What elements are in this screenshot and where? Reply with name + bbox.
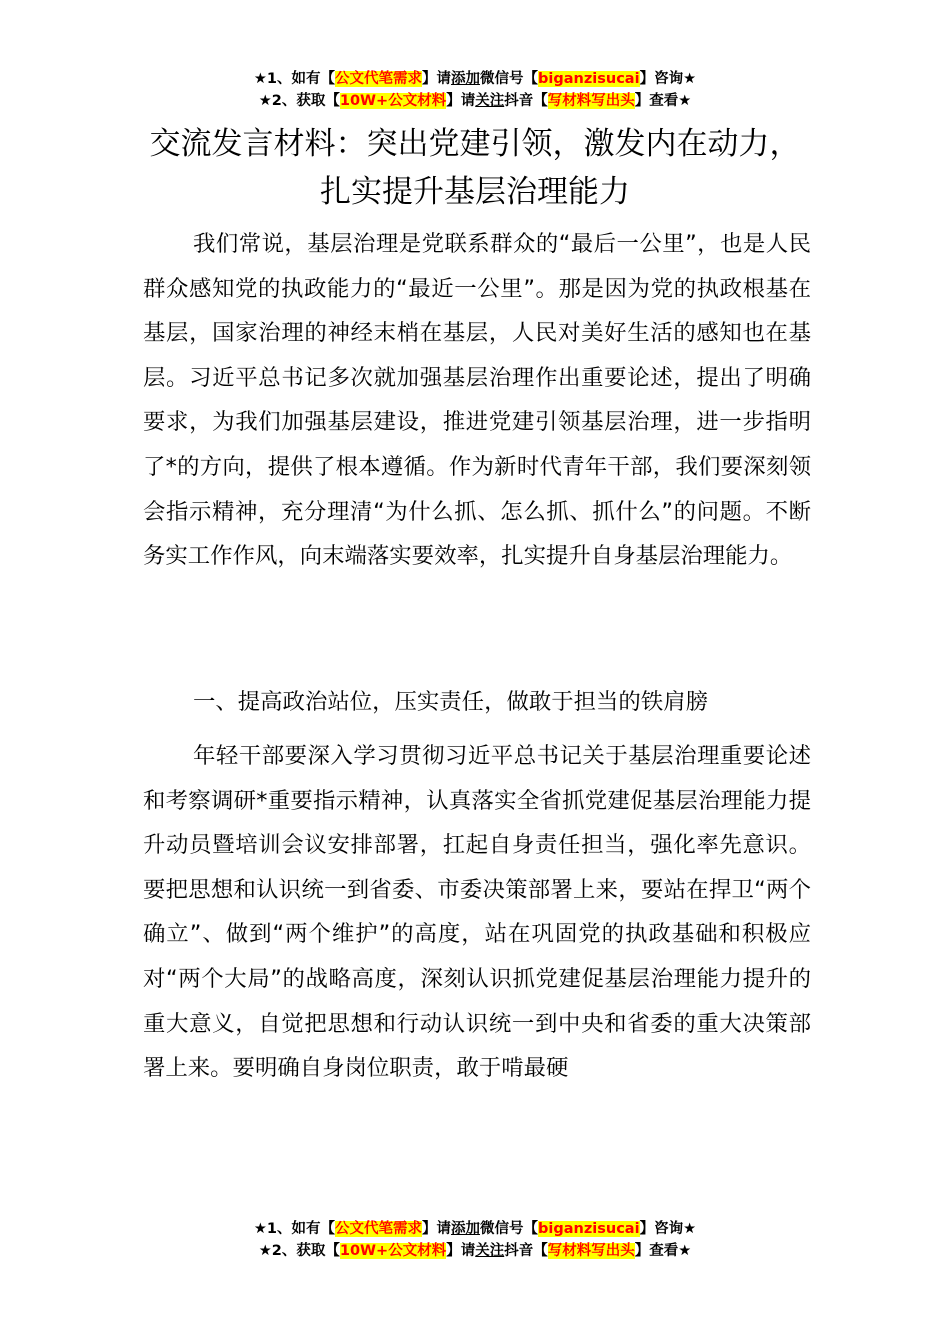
banner-text: 】请	[446, 1243, 476, 1259]
banner-line-1	[0, 68, 950, 90]
banner-underlined-text: 关注	[475, 93, 505, 109]
document-title: 交流发言材料：突出党建引领，激发内在动力，扎实提升基层治理能力	[149, 126, 801, 210]
paragraph-intro: 我们常说，基层治理是党联系群众的“最后一公里”，也是人民群众感知党的执政能力的“最近一公里”。那是因为党的执政根基在基层，国家治理的神经末梢在基层，人民对美好生活的感知也在基层。习近平总书记多次就加强基层治理作出重要论述，提出了明确要求，为我们加强基层建设，推进党建引领基层治理，进一步指明了*的方向，提供了根本遵循。作为新时代青年干部，我们要深刻领会指示精神，充分理清“为什么抓、怎么抓、抓什么”的问题。不断务实工作作风，向末端落实要效率，扎实提升自身基层治理能力。	[143, 231, 811, 570]
banner-text: 抖音【	[504, 93, 548, 109]
banner-highlight: 10W+公文材料	[339, 93, 447, 109]
footer-banner	[0, 1218, 950, 1262]
banner-highlight: 10W+公文材料	[339, 1243, 447, 1259]
banner-text: ★1、如有【	[253, 71, 336, 87]
banner-underlined-text: 添加	[451, 1221, 481, 1237]
banner-text: 】请	[446, 93, 476, 109]
banner-text: 】查看★	[634, 93, 692, 109]
banner-text: 】查看★	[634, 1243, 692, 1259]
header-banner	[0, 68, 950, 112]
banner-highlight: biganzisucai	[538, 71, 640, 87]
banner-highlight: 写材料写出头	[547, 93, 635, 109]
banner-highlight: 公文代笔需求	[335, 1221, 423, 1237]
banner-underlined-text: 关注	[475, 1243, 505, 1259]
banner-text: 】请	[422, 1221, 452, 1237]
banner-text: ★2、获取【	[258, 93, 340, 109]
banner-line-1	[0, 1218, 950, 1240]
banner-text: 微信号【	[480, 71, 539, 87]
paragraph-section-1: 年轻干部要深入学习贯彻习近平总书记关于基层治理重要论述和考察调研*重要指示精神，认真落实全省抓党建促基层治理能力提升动员暨培训会议安排部署，扛起自身责任担当，强化率先意识。要把思想和认识统一到省委、市委决策部署上来，要站在捍卫“两个确立”、做到“两个维护”的高度，站在巩固党的执政基础和积极应对“两个大局”的战略高度，深刻认识抓党建促基层治理能力提升的重大意义，自觉把思想和行动认识统一到中央和省委的重大决策部署上来。要明确自身岗位职责，敢于啃最硬	[143, 743, 811, 1082]
banner-text: ★1、如有【	[253, 1221, 336, 1237]
banner-text: 微信号【	[480, 1221, 539, 1237]
banner-line-2	[0, 90, 950, 112]
section-heading-1: 一、提高政治站位，压实责任，做敢于担当的铁肩膀	[193, 689, 708, 715]
banner-highlight: 写材料写出头	[547, 1243, 635, 1259]
banner-text: 】请	[422, 71, 452, 87]
banner-highlight: biganzisucai	[538, 1221, 640, 1237]
banner-highlight: 公文代笔需求	[335, 71, 423, 87]
banner-text: 抖音【	[504, 1243, 548, 1259]
banner-text: ★2、获取【	[258, 1243, 340, 1259]
banner-underlined-text: 添加	[451, 71, 481, 87]
banner-text: 】咨询★	[639, 1221, 697, 1237]
banner-line-2	[0, 1240, 950, 1262]
banner-text: 】咨询★	[639, 71, 697, 87]
